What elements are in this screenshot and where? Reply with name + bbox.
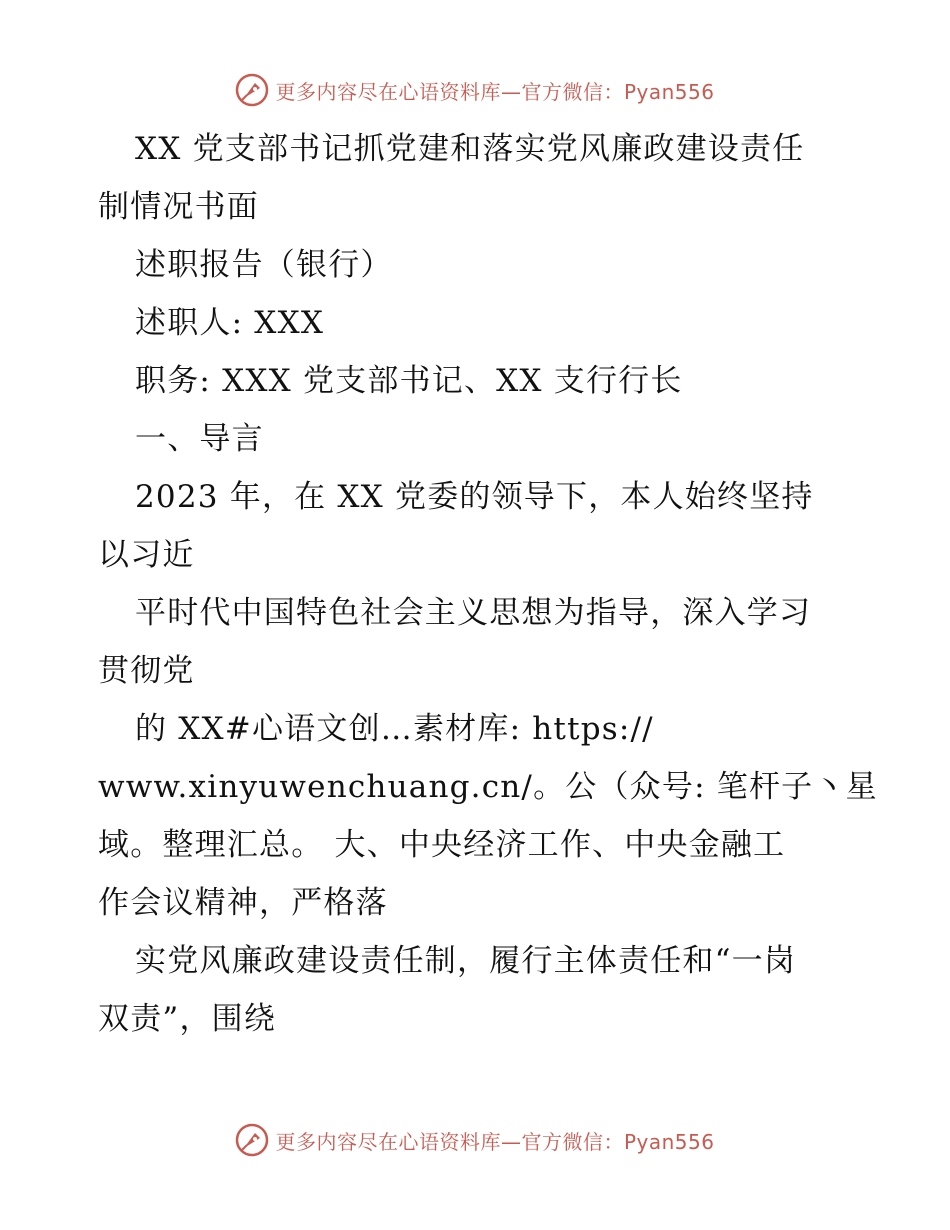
fountain-pen-nib-logo-icon — [235, 73, 269, 107]
document-line: XX 党支部书记抓党建和落实党风廉政建设责任 — [135, 131, 805, 167]
document-line: 平时代中国特色社会主义思想为指导，深入学习 — [135, 595, 812, 631]
document-line: 2023 年，在 XX 党委的领导下，本人始终坚持 — [135, 479, 814, 515]
document-line: 述职人: XXX — [135, 305, 325, 341]
document-line: 双责”，围绕 — [98, 1001, 277, 1037]
document-line: 实党风廉政建设责任制，履行主体责任和“一岗 — [135, 943, 797, 979]
document-line: 贯彻党 — [98, 653, 195, 689]
document-line: 域。整理汇总。 大、中央经济工作、中央金融工 — [98, 827, 786, 863]
document-line: 以习近 — [98, 537, 195, 573]
document-line: 作会议精神，严格落 — [98, 885, 388, 921]
document-line: 的 XX#心语文创…素材库: https:// — [135, 711, 654, 747]
document-line: 述职报告（银行） — [135, 247, 393, 283]
document-body — [98, 120, 878, 1048]
header-watermark-banner — [0, 70, 950, 110]
document-line: 职务: XXX 党支部书记、XX 支行行长 — [135, 363, 683, 399]
footer-watermark-banner — [0, 1120, 950, 1160]
document-line: www.xinyuwenchuang.cn/。公（众号: 笔杆子丶星 — [98, 769, 878, 805]
document-line: 一、导言 — [135, 421, 264, 457]
fountain-pen-nib-logo-icon — [235, 1123, 269, 1157]
document-line: 制情况书面 — [98, 189, 259, 225]
banner-text: 更多内容尽在心语资料库—官方微信：Pyan556 — [275, 79, 715, 104]
banner-text: 更多内容尽在心语资料库—官方微信：Pyan556 — [275, 1129, 715, 1154]
